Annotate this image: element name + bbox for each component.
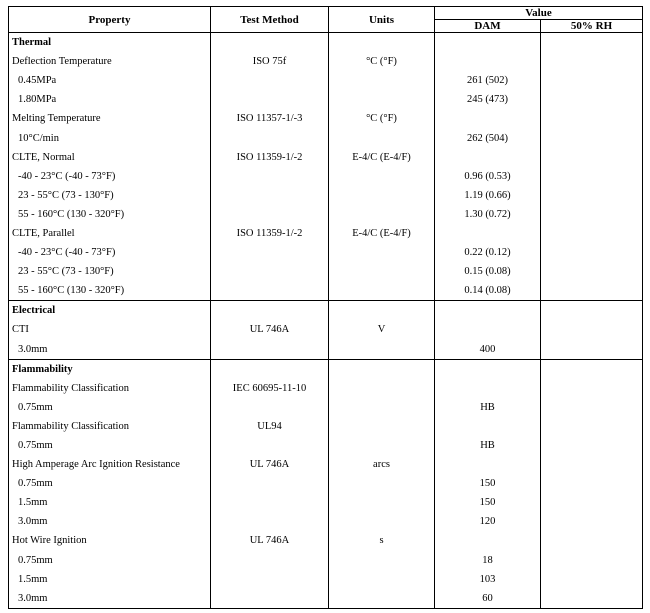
table-row: [9, 148, 643, 167]
header-units: Units: [329, 7, 435, 33]
table-row: [9, 512, 643, 531]
property-cell: Melting Temperature: [9, 109, 211, 128]
rh50-value-cell: [541, 379, 643, 398]
units-cell: [329, 493, 435, 512]
table-row: [9, 398, 643, 417]
table-row: [9, 417, 643, 436]
rh50-value-cell: [541, 128, 643, 147]
header-dam: DAM: [435, 20, 541, 33]
table-row: [9, 128, 643, 147]
units-cell: [329, 570, 435, 589]
property-cell: -40 - 23°C (-40 - 73°F): [9, 243, 211, 262]
dam-value-cell: [435, 148, 541, 167]
rh50-value-cell: [541, 262, 643, 281]
dam-value-cell: 400: [435, 340, 541, 360]
table-row: [9, 436, 643, 455]
units-cell: [329, 436, 435, 455]
test-method-cell: [211, 281, 329, 301]
section-row: [9, 301, 643, 321]
rh50-value-cell: [541, 417, 643, 436]
property-cell: Flammability Classification: [9, 417, 211, 436]
test-method-cell: [211, 90, 329, 109]
section-row: [9, 359, 643, 379]
rh50-value-cell: [541, 570, 643, 589]
test-method-cell: [211, 512, 329, 531]
units-cell: [329, 398, 435, 417]
table-row: [9, 71, 643, 90]
test-method-cell: [211, 167, 329, 186]
table-row: [9, 551, 643, 570]
properties-table: [8, 6, 643, 609]
test-method-cell: ISO 11359-1/-2: [211, 224, 329, 243]
empty-cell: [435, 301, 541, 321]
dam-value-cell: 0.96 (0.53): [435, 167, 541, 186]
table-row: [9, 340, 643, 360]
property-cell: 1.5mm: [9, 570, 211, 589]
dam-value-cell: 120: [435, 512, 541, 531]
test-method-cell: ISO 11357-1/-3: [211, 109, 329, 128]
properties-table-container: [8, 6, 643, 609]
header-property: Property: [9, 7, 211, 33]
rh50-value-cell: [541, 52, 643, 71]
empty-cell: [211, 33, 329, 53]
table-row: [9, 186, 643, 205]
table-row: [9, 474, 643, 493]
property-cell: 0.75mm: [9, 436, 211, 455]
empty-cell: [435, 359, 541, 379]
dam-value-cell: [435, 224, 541, 243]
property-cell: -40 - 23°C (-40 - 73°F): [9, 167, 211, 186]
section-title: Thermal: [9, 33, 211, 53]
property-cell: CLTE, Normal: [9, 148, 211, 167]
rh50-value-cell: [541, 455, 643, 474]
header-value: Value: [435, 7, 643, 20]
section-row: [9, 33, 643, 53]
table-row: [9, 281, 643, 301]
rh50-value-cell: [541, 90, 643, 109]
dam-value-cell: 0.15 (0.08): [435, 262, 541, 281]
property-cell: High Amperage Arc Ignition Resistance: [9, 455, 211, 474]
dam-value-cell: [435, 379, 541, 398]
units-cell: [329, 379, 435, 398]
test-method-cell: [211, 205, 329, 224]
units-cell: [329, 474, 435, 493]
table-row: [9, 167, 643, 186]
table-row: [9, 262, 643, 281]
test-method-cell: UL 746A: [211, 531, 329, 550]
rh50-value-cell: [541, 398, 643, 417]
rh50-value-cell: [541, 474, 643, 493]
property-cell: 3.0mm: [9, 340, 211, 360]
dam-value-cell: 1.19 (0.66): [435, 186, 541, 205]
test-method-cell: [211, 493, 329, 512]
dam-value-cell: [435, 417, 541, 436]
property-cell: 0.75mm: [9, 551, 211, 570]
empty-cell: [541, 301, 643, 321]
dam-value-cell: 150: [435, 493, 541, 512]
units-cell: [329, 512, 435, 531]
units-cell: V: [329, 320, 435, 339]
rh50-value-cell: [541, 551, 643, 570]
test-method-cell: [211, 589, 329, 609]
units-cell: arcs: [329, 455, 435, 474]
rh50-value-cell: [541, 243, 643, 262]
table-row: [9, 531, 643, 550]
property-cell: CLTE, Parallel: [9, 224, 211, 243]
test-method-cell: ISO 75f: [211, 52, 329, 71]
dam-value-cell: HB: [435, 436, 541, 455]
test-method-cell: [211, 243, 329, 262]
rh50-value-cell: [541, 320, 643, 339]
empty-cell: [329, 33, 435, 53]
property-cell: CTI: [9, 320, 211, 339]
rh50-value-cell: [541, 512, 643, 531]
empty-cell: [435, 33, 541, 53]
empty-cell: [211, 301, 329, 321]
property-cell: 3.0mm: [9, 512, 211, 531]
property-cell: 0.75mm: [9, 398, 211, 417]
property-cell: 55 - 160°C (130 - 320°F): [9, 281, 211, 301]
units-cell: E-4/C (E-4/F): [329, 224, 435, 243]
test-method-cell: ISO 11359-1/-2: [211, 148, 329, 167]
units-cell: [329, 205, 435, 224]
header-50rh: 50% RH: [541, 20, 643, 33]
property-cell: Flammability Classification: [9, 379, 211, 398]
test-method-cell: UL94: [211, 417, 329, 436]
units-cell: °C (°F): [329, 52, 435, 71]
rh50-value-cell: [541, 436, 643, 455]
dam-value-cell: HB: [435, 398, 541, 417]
dam-value-cell: [435, 531, 541, 550]
empty-cell: [329, 359, 435, 379]
units-cell: [329, 167, 435, 186]
empty-cell: [211, 359, 329, 379]
table-row: [9, 379, 643, 398]
property-cell: 3.0mm: [9, 589, 211, 609]
table-row: [9, 589, 643, 609]
dam-value-cell: 1.30 (0.72): [435, 205, 541, 224]
dam-value-cell: 150: [435, 474, 541, 493]
property-cell: 23 - 55°C (73 - 130°F): [9, 262, 211, 281]
rh50-value-cell: [541, 109, 643, 128]
test-method-cell: [211, 570, 329, 589]
property-cell: 55 - 160°C (130 - 320°F): [9, 205, 211, 224]
units-cell: [329, 340, 435, 360]
rh50-value-cell: [541, 71, 643, 90]
property-cell: Deflection Temperature: [9, 52, 211, 71]
rh50-value-cell: [541, 224, 643, 243]
units-cell: [329, 243, 435, 262]
dam-value-cell: 18: [435, 551, 541, 570]
test-method-cell: [211, 340, 329, 360]
dam-value-cell: 262 (504): [435, 128, 541, 147]
table-row: [9, 493, 643, 512]
table-row: [9, 455, 643, 474]
dam-value-cell: 103: [435, 570, 541, 589]
test-method-cell: [211, 128, 329, 147]
property-cell: 10°C/min: [9, 128, 211, 147]
section-title: Flammability: [9, 359, 211, 379]
section-title: Electrical: [9, 301, 211, 321]
units-cell: [329, 262, 435, 281]
table-row: [9, 109, 643, 128]
table-row: [9, 205, 643, 224]
units-cell: s: [329, 531, 435, 550]
units-cell: °C (°F): [329, 109, 435, 128]
dam-value-cell: 60: [435, 589, 541, 609]
table-row: [9, 52, 643, 71]
header-test-method: Test Method: [211, 7, 329, 33]
dam-value-cell: 0.14 (0.08): [435, 281, 541, 301]
property-cell: Hot Wire Ignition: [9, 531, 211, 550]
units-cell: [329, 589, 435, 609]
empty-cell: [329, 301, 435, 321]
property-cell: 1.80MPa: [9, 90, 211, 109]
table-row: [9, 90, 643, 109]
units-cell: [329, 417, 435, 436]
test-method-cell: [211, 474, 329, 493]
units-cell: [329, 128, 435, 147]
table-header: [9, 7, 643, 33]
units-cell: [329, 551, 435, 570]
units-cell: E-4/C (E-4/F): [329, 148, 435, 167]
rh50-value-cell: [541, 531, 643, 550]
dam-value-cell: [435, 455, 541, 474]
rh50-value-cell: [541, 205, 643, 224]
empty-cell: [541, 359, 643, 379]
units-cell: [329, 90, 435, 109]
dam-value-cell: [435, 52, 541, 71]
rh50-value-cell: [541, 281, 643, 301]
dam-value-cell: 261 (502): [435, 71, 541, 90]
test-method-cell: [211, 436, 329, 455]
test-method-cell: [211, 186, 329, 205]
dam-value-cell: 0.22 (0.12): [435, 243, 541, 262]
empty-cell: [541, 33, 643, 53]
test-method-cell: [211, 398, 329, 417]
rh50-value-cell: [541, 493, 643, 512]
rh50-value-cell: [541, 148, 643, 167]
test-method-cell: [211, 262, 329, 281]
dam-value-cell: [435, 320, 541, 339]
rh50-value-cell: [541, 340, 643, 360]
table-body: [9, 33, 643, 609]
table-row: [9, 570, 643, 589]
table-row: [9, 224, 643, 243]
property-cell: 23 - 55°C (73 - 130°F): [9, 186, 211, 205]
units-cell: [329, 71, 435, 90]
table-row: [9, 320, 643, 339]
rh50-value-cell: [541, 167, 643, 186]
test-method-cell: IEC 60695-11-10: [211, 379, 329, 398]
test-method-cell: [211, 71, 329, 90]
property-cell: 1.5mm: [9, 493, 211, 512]
dam-value-cell: [435, 109, 541, 128]
test-method-cell: UL 746A: [211, 455, 329, 474]
test-method-cell: [211, 551, 329, 570]
units-cell: [329, 281, 435, 301]
units-cell: [329, 186, 435, 205]
rh50-value-cell: [541, 589, 643, 609]
property-cell: 0.75mm: [9, 474, 211, 493]
table-row: [9, 243, 643, 262]
rh50-value-cell: [541, 186, 643, 205]
dam-value-cell: 245 (473): [435, 90, 541, 109]
test-method-cell: UL 746A: [211, 320, 329, 339]
property-cell: 0.45MPa: [9, 71, 211, 90]
